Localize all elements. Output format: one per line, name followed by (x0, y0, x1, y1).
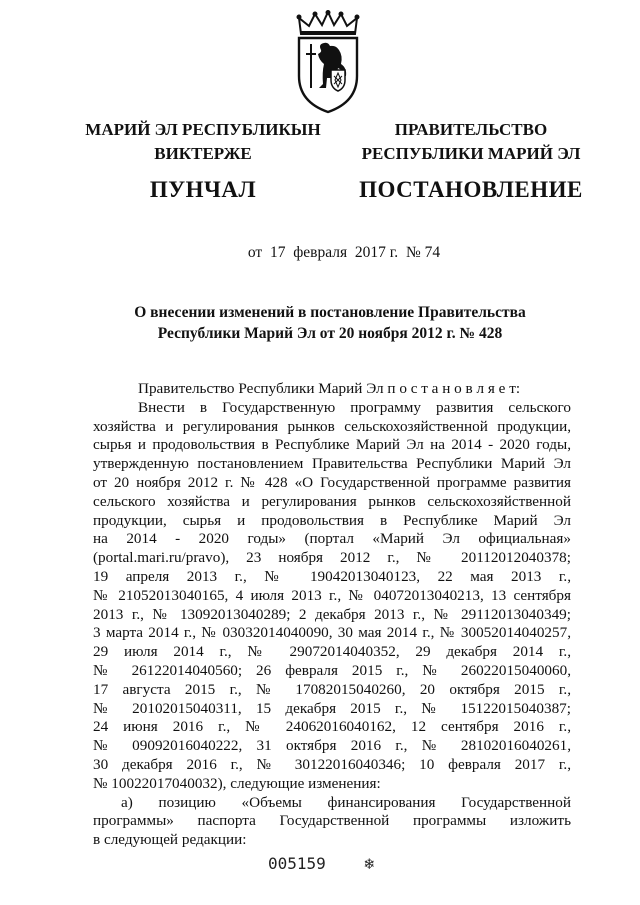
body-line: № 26122014040560; 26 февраля 2015 г., № 26022015040060, (93, 661, 571, 679)
body-line: а) позицию «Объемы финансирования Государственной (121, 793, 571, 811)
header-right-line2: РЕСПУБЛИКИ МАРИЙ ЭЛ (361, 144, 581, 163)
body-line: 24 июня 2016 г., № 24062016040162, 12 сентября 2016 г., (93, 718, 571, 736)
body-line: № 20102015040311, 15 декабря 2015 г., № 15122015040387; (93, 699, 571, 717)
body-line: сырья и продовольствия в Республике Марий Эл на 2014 - 2020 годы, (93, 436, 571, 454)
crown-icon (297, 10, 360, 35)
date-month: февраля (293, 244, 348, 261)
body-line: программы» паспорта Государственной программы изложить (93, 812, 571, 830)
document-number: 74 (424, 244, 441, 261)
body-line: продукции, сырья и продовольствия в Республике Марий Эл (93, 511, 571, 529)
number-label: № (405, 244, 421, 261)
header-left-doc-type: ПУНЧАЛ (149, 177, 257, 202)
snowflake-mark-icon: ❄ (364, 854, 374, 873)
body-line: 17 августа 2015 г., № 17082015040260, 20 октября 2015 г., (93, 680, 571, 698)
body-line: (portal.mari.ru/pravo), 23 ноября 2012 г., № 20112012040378; (93, 549, 571, 567)
body-line: 29 июля 2014 г., № 29072014040352, 29 декабря 2014 г., (93, 643, 571, 661)
body-line: Внести в Государственную программу развития сельского (138, 398, 571, 416)
coat-of-arms-emblem (293, 10, 363, 114)
body-line: 3 марта 2014 г., № 03032014040090, 30 мая 2014 г., № 30052014040257, (93, 624, 571, 642)
body-line: в следующей редакции: (93, 831, 247, 849)
header-left-line2: ВИКТЕРЖЕ (154, 144, 252, 163)
header-right-doc-type: ПОСТАНОВЛЕНИЕ (359, 177, 583, 202)
header-right (342, 118, 600, 202)
date-prefix: от (247, 244, 263, 261)
footer (268, 854, 374, 873)
date-line (0, 244, 640, 262)
body-line: сельского хозяйства и регулирования рынков сельскохозяйственной (93, 492, 571, 510)
date-day: 17 (269, 244, 286, 261)
body-line: 2013 г., № 13092013040289; 2 декабря 2013 г., № 29112013040349; (93, 605, 571, 623)
document-title (110, 302, 550, 344)
header-left-line1: МАРИЙ ЭЛ РЕСПУБЛИКЫН (85, 120, 321, 139)
body-line: № 21052013040165, 4 июля 2013 г., № 04072013040213, 13 сентября (93, 586, 571, 604)
body-line: от 20 ноября 2012 г. № 428 «О Государственной программе развития (93, 473, 571, 491)
body-line: № 10022017040032), следующие изменения: (93, 774, 381, 792)
body-line: № 09092016040222, 31 октября 2016 г., № 28102016040261, (93, 737, 571, 755)
header-right-line1: ПРАВИТЕЛЬСТВО (394, 120, 548, 139)
body-line: 30 декабря 2016 г., № 30122016040346; 10 февраля 2017 г., (93, 755, 571, 773)
header-left (78, 118, 328, 202)
body-line: Правительство Республики Марий Эл п о с т а н о в л я е т: (138, 380, 521, 397)
serial-number: 005159 (268, 854, 326, 873)
document-body (93, 380, 571, 850)
title-line2: Республики Марий Эл от 20 ноября 2012 г. № 428 (157, 325, 503, 342)
body-line: утвержденную постановлением Правительства Республики Марий Эл (93, 455, 571, 473)
body-line: 19 апреля 2013 г., № 19042013040123, 22 мая 2013 г., (93, 567, 571, 585)
ornament-shield-icon (331, 70, 345, 91)
body-line: хозяйства и регулирования рынков сельскохозяйственной продукции, (93, 417, 571, 435)
title-line1: О внесении изменений в постановление Правительства (134, 304, 526, 321)
body-line: на 2014 - 2020 годы» (портал «Марий Эл официальная» (93, 530, 571, 548)
date-year: 2017 г. (354, 244, 399, 261)
